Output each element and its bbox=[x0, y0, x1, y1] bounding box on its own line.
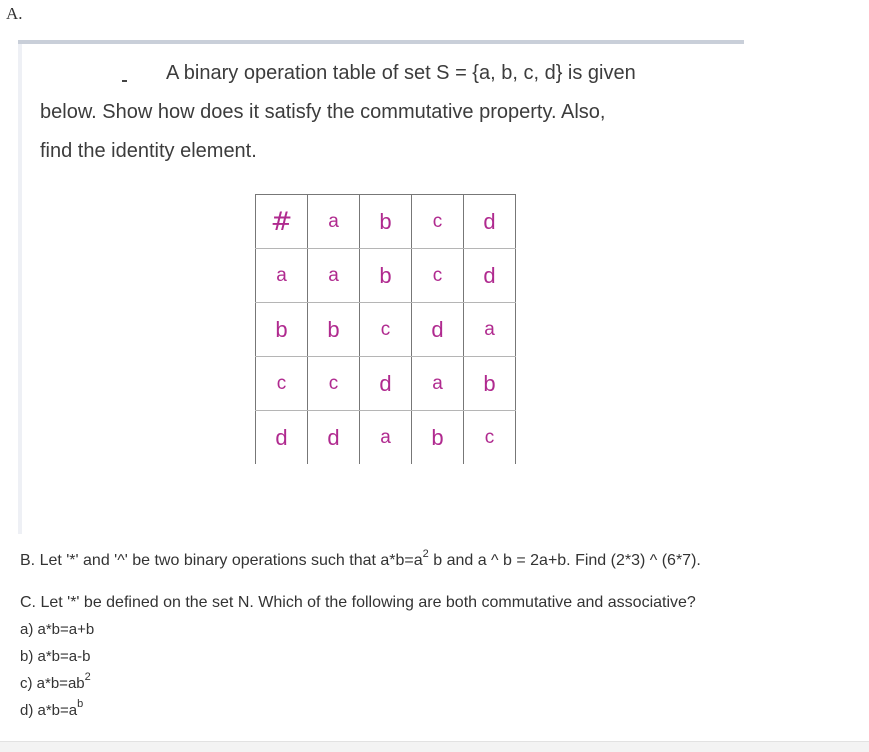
table-cell: c bbox=[464, 411, 516, 465]
option-d bbox=[20, 698, 84, 719]
question-a-line-1: A binary operation table of set S = {a, b, c, d} is given bbox=[166, 62, 636, 84]
table-cell: b bbox=[464, 357, 516, 411]
card-content bbox=[22, 44, 744, 534]
option-d-exponent: b bbox=[77, 698, 84, 710]
table-cell: a bbox=[256, 249, 308, 303]
table-cell-operator: # bbox=[256, 195, 308, 249]
table-cell: a bbox=[464, 303, 516, 357]
table-cell: a bbox=[308, 195, 360, 249]
question-c: C. Let '*' be defined on the set N. Which of the following are both commutative and associative? bbox=[20, 594, 696, 611]
table-cell: d bbox=[464, 195, 516, 249]
table-cell: c bbox=[256, 357, 308, 411]
question-a-line-2: below. Show how does it satisfy the commutative property. Also, bbox=[40, 101, 606, 123]
table-row bbox=[256, 357, 516, 411]
question-b-text-end: b and a ^ b = 2a+b. Find (2*3) ^ (6*7). bbox=[428, 552, 701, 569]
table-row bbox=[256, 249, 516, 303]
option-c bbox=[20, 671, 91, 692]
table-cell: d bbox=[412, 303, 464, 357]
table-cell: b bbox=[412, 411, 464, 465]
question-a-line-3: find the identity element. bbox=[40, 140, 257, 162]
table-cell: c bbox=[360, 303, 412, 357]
table-cell: d bbox=[308, 411, 360, 465]
option-a: a) a*b=a+b bbox=[20, 621, 95, 638]
table-cell: b bbox=[256, 303, 308, 357]
table-cell: c bbox=[308, 357, 360, 411]
table-cell: a bbox=[308, 249, 360, 303]
table-cell: d bbox=[256, 411, 308, 465]
table-cell: d bbox=[360, 357, 412, 411]
table-row bbox=[256, 303, 516, 357]
table-cell: b bbox=[308, 303, 360, 357]
table-cell: d bbox=[464, 249, 516, 303]
option-b: b) a*b=a-b bbox=[20, 648, 91, 665]
table-cell: a bbox=[412, 357, 464, 411]
table-row bbox=[256, 195, 516, 249]
table-cell: c bbox=[412, 195, 464, 249]
option-c-base: c) a*b=ab bbox=[20, 675, 85, 692]
table-cell: b bbox=[360, 195, 412, 249]
table-cell: b bbox=[360, 249, 412, 303]
question-b-text-start: B. Let '*' and '^' be two binary operations such that a*b=a bbox=[20, 552, 423, 569]
question-card bbox=[18, 40, 744, 534]
question-b-exponent: 2 bbox=[422, 547, 429, 560]
section-a-label: A. bbox=[6, 4, 23, 23]
option-c-exponent: 2 bbox=[84, 671, 91, 683]
operation-table bbox=[255, 194, 516, 464]
bottom-bar bbox=[0, 741, 869, 752]
table-cell: a bbox=[360, 411, 412, 465]
table-cell: c bbox=[412, 249, 464, 303]
question-a-text bbox=[40, 54, 740, 171]
option-d-base: d) a*b=a bbox=[20, 702, 78, 719]
question-b bbox=[20, 547, 701, 570]
table-row bbox=[256, 411, 516, 465]
